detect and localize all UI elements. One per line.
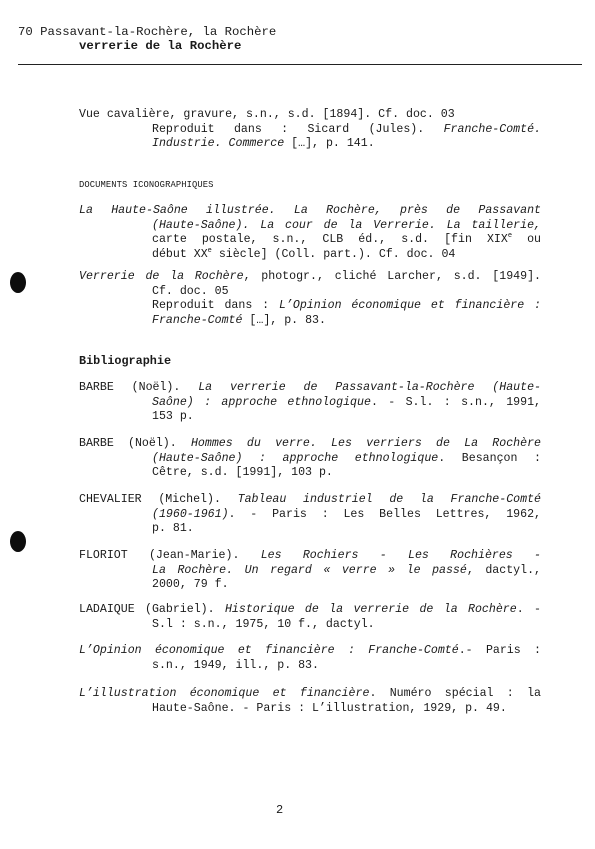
entry-verrerie-photo xyxy=(79,270,541,328)
entry-line: Reproduit dans : L’Opinion économique et financière : xyxy=(152,299,542,312)
entry-line: Cf. doc. 05 xyxy=(152,284,229,298)
page-number: 2 xyxy=(276,803,284,817)
section-heading-iconographiques: DOCUMENTS ICONOGRAPHIQUES xyxy=(79,180,214,190)
entry-line: carte postale, s.n., CLB éd., s.d. [fin XIXe ou xyxy=(152,232,541,246)
entry-line: BARBE (Noël). Hommes du verre. Les verriers de La Rochère xyxy=(79,437,542,450)
entry-line: Verrerie de la Rochère, photogr., cliché Larcher, s.d. [1949]. xyxy=(79,270,542,283)
entry-line: Reproduit dans : Sicard (Jules). Franche-Comté. xyxy=(152,122,541,136)
entry-vue-cavaliere xyxy=(79,108,541,152)
entry-line: Cêtre, s.d. [1991], 103 p. xyxy=(152,466,333,479)
entry-line: 153 p. xyxy=(152,410,194,423)
entry-line: Industrie. Commerce […], p. 141. xyxy=(152,137,375,150)
entry-line: BARBE (Noël). La verrerie de Passavant-la-Rochère (Haute- xyxy=(79,381,542,394)
biblio-entry-barbe-2 xyxy=(79,437,541,481)
entry-line: 2000, 79 f. xyxy=(152,578,229,591)
entry-line: Saône) : approche ethnologique. - S.l. : s.n., 1991, xyxy=(152,395,542,409)
entry-line: La Haute-Saône illustrée. La Rochère, près de Passavant xyxy=(79,204,541,217)
bullet-dot xyxy=(10,531,26,552)
entry-line: Franche-Comté […], p. 83. xyxy=(152,313,326,327)
header-subtitle: verrerie de la Rochère xyxy=(79,39,242,53)
entry-line: (1960-1961). - Paris : Les Belles Lettres, 1962, xyxy=(152,507,541,521)
entry-line: début XXe siècle] (Coll. part.). Cf. doc. 04 xyxy=(152,246,456,261)
entry-line: L’illustration économique et financière. Numéro spécial : la xyxy=(79,687,541,700)
entry-line: Haute-Saône. - Paris : L’illustration, 1929, p. 49. xyxy=(152,701,507,715)
entry-haute-saone-illustree xyxy=(79,204,541,262)
entry-line: FLORIOT (Jean-Marie). Les Rochiers - Les Rochières - xyxy=(79,549,541,562)
biblio-entry-illustration xyxy=(79,687,541,716)
header-rule xyxy=(18,64,582,65)
biblio-entry-barbe-1 xyxy=(79,381,541,425)
bullet-dot xyxy=(10,272,26,293)
bibliographie-heading: Bibliographie xyxy=(79,354,172,368)
biblio-entry-chevalier xyxy=(79,493,541,537)
entry-line: Vue cavalière, gravure, s.n., s.d. [1894]. Cf. doc. 03 xyxy=(79,108,455,121)
entry-line: s.n., 1949, ill., p. 83. xyxy=(152,658,319,672)
biblio-entry-floriot xyxy=(79,549,541,593)
entry-line: LADAIQUE (Gabriel). Historique de la verrerie de la Rochère. - xyxy=(79,603,542,616)
page-header xyxy=(18,25,276,53)
entry-line: La Rochère. Un regard « verre » le passé, dactyl., xyxy=(152,563,542,577)
entry-line: (Haute-Saône) : approche ethnologique. Besançon : xyxy=(152,451,541,465)
biblio-entry-opinion xyxy=(79,644,541,673)
entry-line: (Haute-Saône). La cour de la Verrerie. La taillerie, xyxy=(152,218,541,232)
entry-line: L’Opinion économique et financière : Franche-Comté.- Paris : xyxy=(79,644,542,657)
entry-line: p. 81. xyxy=(152,522,194,535)
entry-line: S.l : s.n., 1975, 10 f., dactyl. xyxy=(152,617,375,631)
header-title: 70 Passavant-la-Rochère, la Rochère xyxy=(18,25,277,39)
entry-line: CHEVALIER (Michel). Tableau industriel de la Franche-Comté xyxy=(79,493,541,506)
biblio-entry-ladaique xyxy=(79,603,541,632)
